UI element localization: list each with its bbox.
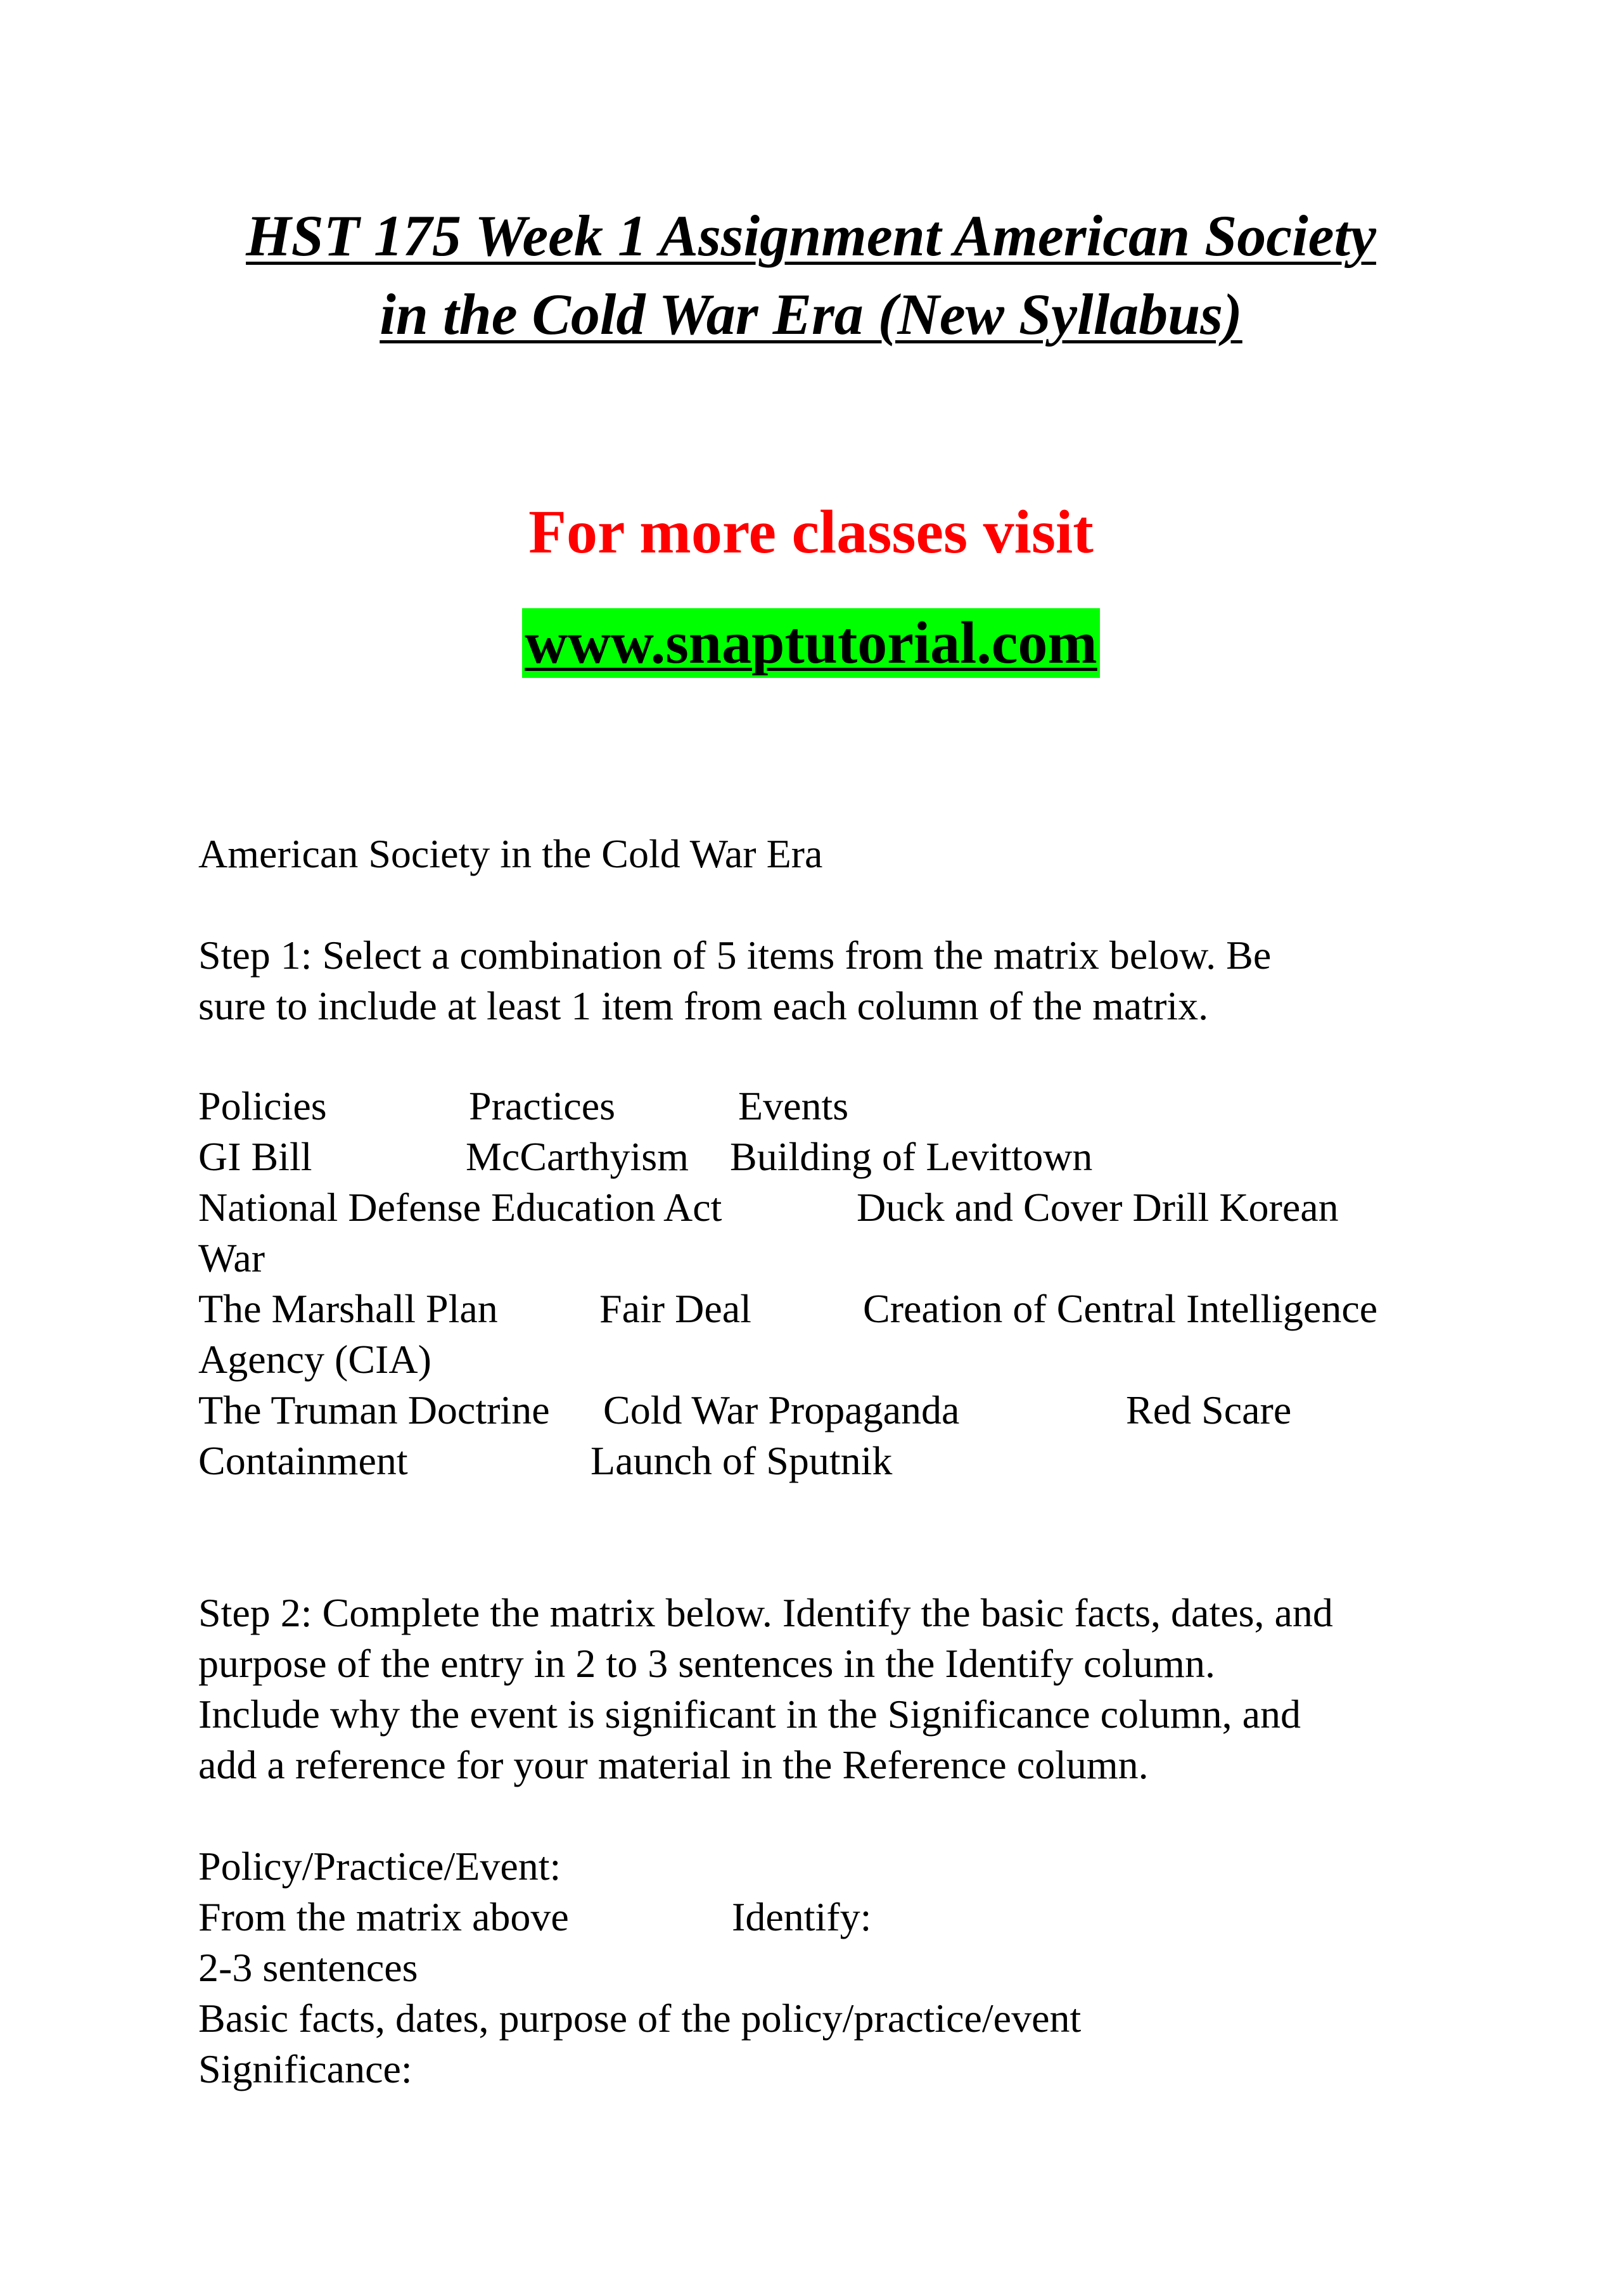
matrix-header-practices: Practices — [469, 1083, 615, 1128]
promo-text: For more classes visit — [528, 498, 1094, 566]
label-sentences: 2-3 sentences — [198, 1945, 418, 1990]
step2-line-2: purpose of the entry in 2 to 3 sentences in the Identify column. — [198, 1641, 1215, 1686]
matrix-cell: GI Bill — [198, 1134, 312, 1179]
label-from-matrix: From the matrix above — [198, 1894, 569, 1939]
matrix-cell: The Truman Doctrine — [198, 1387, 550, 1432]
title-line-1: HST 175 Week 1 Assignment American Society — [246, 203, 1376, 268]
matrix-cell: Launch of Sputnik — [591, 1438, 893, 1483]
matrix-header-events: Events — [738, 1083, 849, 1128]
matrix-cell: Containment — [198, 1438, 408, 1483]
label-identify: Identify: — [732, 1894, 872, 1939]
website-link[interactable]: www.snaptutorial.com — [522, 608, 1099, 678]
matrix-cell: Building of Levittown — [730, 1134, 1093, 1179]
matrix-cell-wrap: Agency (CIA) — [198, 1337, 431, 1382]
section-heading: American Society in the Cold War Era — [198, 831, 823, 876]
matrix-header-policies: Policies — [198, 1083, 327, 1128]
matrix-cell: Creation of Central Intelligence — [863, 1286, 1378, 1331]
step2-line-4: add a reference for your material in the Reference column. — [198, 1742, 1149, 1787]
matrix-cell: Cold War Propaganda — [603, 1387, 960, 1432]
document-title — [0, 196, 1622, 354]
step1-line-2: sure to include at least 1 item from each column of the matrix. — [198, 983, 1209, 1028]
label-significance: Significance: — [198, 2046, 412, 2091]
matrix-cell: The Marshall Plan — [198, 1286, 498, 1331]
link-container — [0, 608, 1622, 678]
title-line-2: in the Cold War Era (New Syllabus) — [380, 282, 1242, 347]
matrix-cell: Red Scare — [1126, 1387, 1292, 1432]
step1-line-1: Step 1: Select a combination of 5 items from the matrix below. Be — [198, 933, 1272, 978]
step2-line-3: Include why the event is significant in the Significance column, and — [198, 1692, 1301, 1737]
step2-line-1: Step 2: Complete the matrix below. Identify the basic facts, dates, and — [198, 1590, 1333, 1635]
matrix-cell-wrap: War — [198, 1235, 265, 1280]
label-ppe: Policy/Practice/Event: — [198, 1844, 561, 1889]
matrix-cell: Duck and Cover Drill Korean — [857, 1185, 1339, 1230]
matrix-cell: National Defense Education Act — [198, 1185, 722, 1230]
matrix-cell: Fair Deal — [599, 1286, 751, 1331]
label-basic-facts: Basic facts, dates, purpose of the policy/practice/event — [198, 1996, 1082, 2041]
matrix-cell: McCarthyism — [466, 1134, 689, 1179]
